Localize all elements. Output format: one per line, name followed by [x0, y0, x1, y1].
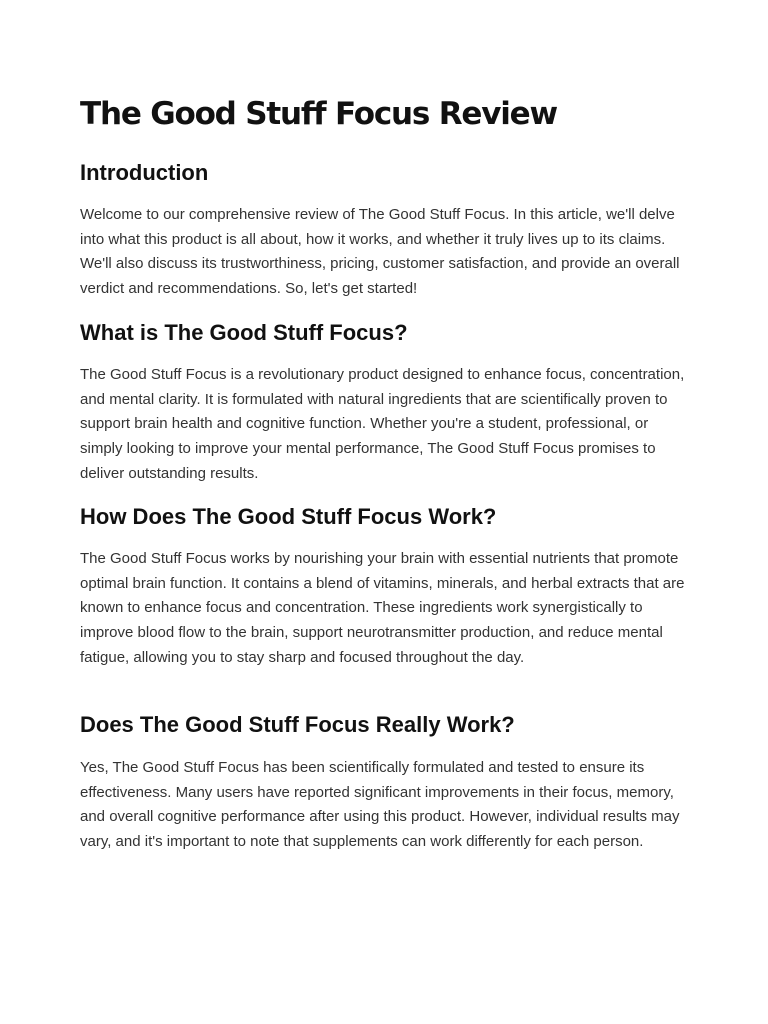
section-heading-does-it-work: Does The Good Stuff Focus Really Work?	[80, 712, 515, 737]
section-body-how-it-works: The Good Stuff Focus works by nourishing your brain with essential nutrients that promote optimal brain function. It contains a blend of vitamins, minerals, and herbal extracts that are known to enhance focus and concentration. These ingredients work synergistically to improve blood flow to the brain, support neurotransmitter production, and reduce mental fatigue, allowing you to stay sharp and focused throughout the day.	[80, 550, 685, 666]
section-body-what-is: The Good Stuff Focus is a revolutionary product designed to enhance focus, concentration, and mental clarity. It is formulated with natural ingredients that are scientifically proven to support brain health and cognitive function. Whether you're a student, professional, or simply looking to improve your mental performance, The Good Stuff Focus promises to deliver outstanding results.	[80, 366, 685, 482]
section-heading-how-it-works: How Does The Good Stuff Focus Work?	[80, 504, 497, 529]
section-body-introduction: Welcome to our comprehensive review of The Good Stuff Focus. In this article, we'll delve into what this product is all about, how it works, and whether it truly lives up to its claims. We'll also discuss its trustworthiness, pricing, customer satisfaction, and provide an overall verdict and recommendations. So, let's get started!	[80, 206, 680, 298]
section-heading-introduction: Introduction	[80, 160, 209, 185]
section-body-does-it-work: Yes, The Good Stuff Focus has been scientifically formulated and tested to ensure its effectiveness. Many users have reported significant improvements in their focus, memory, and overall cognitive performance after using this product. However, individual results may vary, and it's important to note that supplements can work differently for each person.	[80, 759, 680, 851]
page-title: The Good Stuff Focus Review	[80, 96, 557, 132]
section-heading-what-is: What is The Good Stuff Focus?	[80, 320, 408, 345]
